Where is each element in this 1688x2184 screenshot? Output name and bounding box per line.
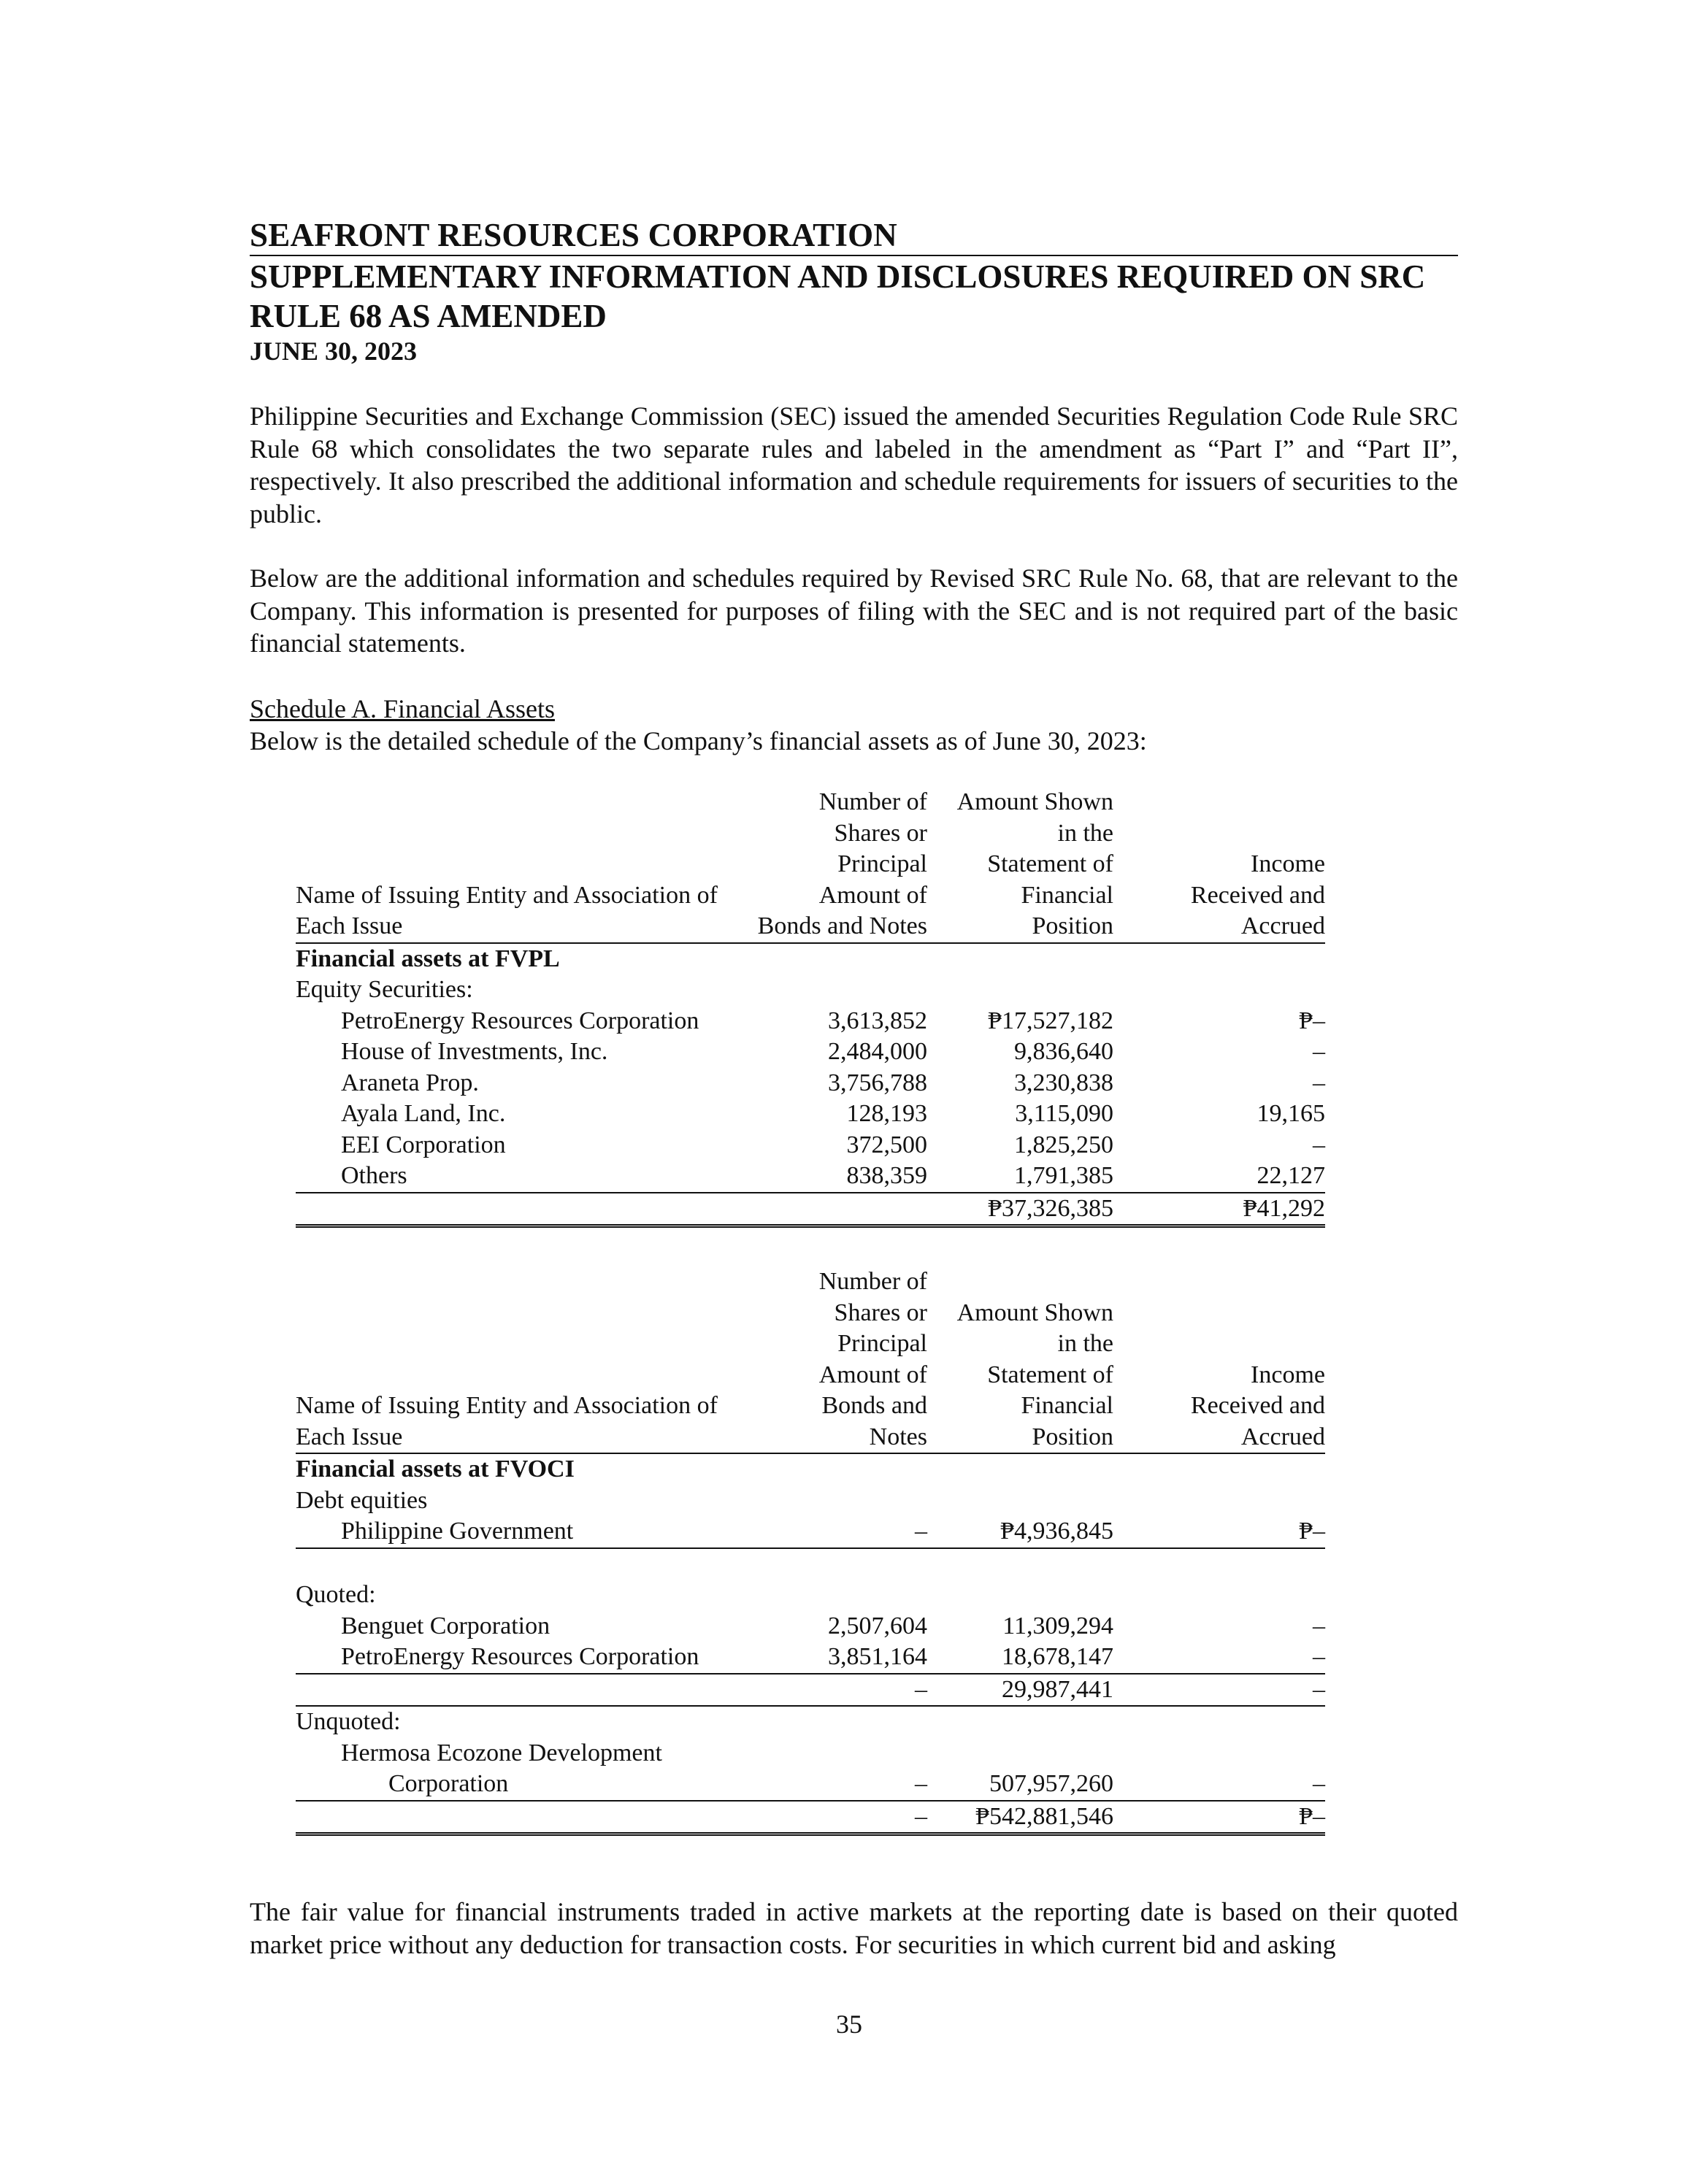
page-number: 35	[836, 2010, 862, 2039]
income-value: 19,165	[1257, 1100, 1325, 1127]
entity-name: House of Investments, Inc.	[341, 1038, 608, 1065]
shares-value: 2,507,604	[828, 1612, 927, 1639]
entity-name: PetroEnergy Resources Corporation	[341, 1007, 699, 1034]
table-row	[296, 1161, 1325, 1193]
header-amount: Statement of	[987, 1361, 1113, 1388]
header-shares: Bonds and	[821, 1392, 927, 1419]
table-row	[296, 1006, 1325, 1037]
total-income: ₱–	[1113, 1801, 1325, 1834]
table-row	[296, 1611, 1325, 1642]
table-row	[296, 1130, 1325, 1161]
header-income: Accrued	[1113, 1422, 1325, 1454]
table-row	[296, 1037, 1325, 1068]
header-amount: Amount Shown	[956, 788, 1113, 815]
total-amount: ₱37,326,385	[927, 1193, 1113, 1226]
header-shares: Principal	[837, 850, 927, 877]
header-name: Each Issue	[296, 911, 748, 943]
shares-value: –	[748, 1516, 927, 1548]
intro-paragraph-1	[250, 400, 1458, 530]
subtotal-shares: –	[748, 1674, 927, 1707]
income-value: –	[1113, 1769, 1325, 1801]
schedule-title: Schedule A. Financial Assets	[250, 694, 555, 723]
header-income: Income	[1251, 850, 1325, 877]
intro-paragraph-2	[250, 562, 1458, 660]
entity-name: PetroEnergy Resources Corporation	[296, 1642, 748, 1674]
header-shares: Amount of	[818, 881, 927, 909]
subtotal-row	[296, 1674, 1325, 1707]
amount-value: 3,230,838	[1014, 1069, 1113, 1096]
shares-value: 3,851,164	[748, 1642, 927, 1674]
intro-text-1: Philippine Securities and Exchange Commission (SEC) issued the amended Securities Regulation Code Rule SRC Rule 68 which consolidates the two separate rules and labeled in the amendment as “Part I” and “Part II”, respectively. It also prescribed the additional information and schedule requirements for issuers of securities to the public.	[250, 401, 1458, 528]
total-income: ₱41,292	[1113, 1193, 1325, 1226]
amount-value: 9,836,640	[1014, 1038, 1113, 1065]
shares-value: 128,193	[846, 1100, 927, 1127]
entity-name: Corporation	[296, 1769, 748, 1801]
total-row	[296, 1801, 1325, 1834]
subsection-heading: Equity Securities:	[296, 976, 473, 1003]
shares-value: 2,484,000	[828, 1038, 927, 1065]
section-heading: Financial assets at FVOCI	[296, 1456, 575, 1483]
header-shares: Number of	[818, 1268, 927, 1295]
total-amount: ₱542,881,546	[927, 1801, 1113, 1834]
document-subtitle: SUPPLEMENTARY INFORMATION AND DISCLOSURES REQUIRED ON SRC RULE 68 AS AMENDED	[250, 258, 1426, 334]
shares-value: 372,500	[846, 1131, 927, 1158]
subsection-heading: Quoted:	[296, 1581, 376, 1608]
income-value: ₱–	[1299, 1007, 1325, 1034]
header-shares: Bonds and Notes	[748, 911, 927, 943]
header-amount: Amount Shown	[956, 1299, 1113, 1326]
header-amount: Position	[927, 1422, 1113, 1454]
header-amount: Position	[927, 911, 1113, 943]
document-date: JUNE 30, 2023	[250, 337, 418, 366]
section-heading: Financial assets at FVPL	[296, 945, 560, 972]
shares-value: 3,756,788	[828, 1069, 927, 1096]
company-name: SEAFRONT RESOURCES CORPORATION	[250, 217, 897, 253]
shares-value: 3,613,852	[828, 1007, 927, 1034]
income-value: –	[1313, 1069, 1325, 1096]
subtotal-income: –	[1113, 1674, 1325, 1707]
amount-value: 507,957,260	[927, 1769, 1113, 1801]
amount-value: 3,115,090	[1015, 1100, 1113, 1127]
header-amount: Statement of	[987, 850, 1113, 877]
header-rule	[250, 255, 1458, 256]
income-value: –	[1113, 1642, 1325, 1674]
total-shares: –	[748, 1801, 927, 1834]
income-value: 22,127	[1113, 1161, 1325, 1193]
entity-name: Philippine Government	[296, 1516, 748, 1548]
schedule-intro: Below is the detailed schedule of the Company’s financial assets as of June 30, 2023:	[250, 726, 1147, 755]
fvpl-table	[296, 787, 1325, 1228]
amount-value: ₱4,936,845	[927, 1516, 1113, 1548]
intro-text-2: Below are the additional information and schedules required by Revised SRC Rule No. 68, that are relevant to the Company. This information is presented for purposes of filing with the SEC and is not required part of the basic financial statements.	[250, 564, 1458, 658]
table-row	[296, 1068, 1325, 1099]
header-shares: Shares or	[834, 819, 927, 847]
amount-value: 11,309,294	[1002, 1612, 1113, 1639]
header-amount: Financial	[1021, 1392, 1113, 1419]
header-amount: Financial	[1021, 881, 1113, 909]
entity-name: EEI Corporation	[341, 1131, 506, 1158]
header-shares: Shares or	[834, 1299, 927, 1326]
header-shares: Number of	[818, 788, 927, 815]
header-shares: Principal	[837, 1330, 927, 1357]
shares-value: –	[748, 1769, 927, 1801]
header-amount: in the	[1057, 819, 1113, 847]
header-income: Income	[1251, 1361, 1325, 1388]
income-value: –	[1313, 1038, 1325, 1065]
subsection-heading: Debt equities	[296, 1486, 428, 1514]
header-amount: in the	[1057, 1330, 1113, 1357]
header-income: Received and	[1190, 881, 1325, 909]
header-name: Name of Issuing Entity and Association of	[296, 1392, 718, 1419]
table-row	[296, 1099, 1325, 1130]
amount-value: 18,678,147	[927, 1642, 1113, 1674]
shares-value: 838,359	[748, 1161, 927, 1193]
amount-value: 1,791,385	[927, 1161, 1113, 1193]
income-value: –	[1313, 1131, 1325, 1158]
entity-name: Others	[296, 1161, 748, 1193]
fvoci-table	[296, 1266, 1325, 1836]
income-value: –	[1313, 1612, 1325, 1639]
entity-name: Ayala Land, Inc.	[341, 1100, 506, 1127]
subtotal-amount: 29,987,441	[927, 1674, 1113, 1707]
amount-value: 1,825,250	[1014, 1131, 1113, 1158]
header-income: Accrued	[1113, 911, 1325, 943]
header-name: Each Issue	[296, 1422, 748, 1454]
entity-name: Benguet Corporation	[341, 1612, 550, 1639]
entity-name: Araneta Prop.	[341, 1069, 479, 1096]
header-name: Name of Issuing Entity and Association of	[296, 881, 718, 909]
entity-name: Hermosa Ecozone Development	[341, 1739, 662, 1766]
income-value: ₱–	[1113, 1516, 1325, 1548]
amount-value: ₱17,527,182	[988, 1007, 1113, 1034]
header-income: Received and	[1190, 1392, 1325, 1419]
header-shares: Amount of	[818, 1361, 927, 1388]
table-row	[296, 1516, 1325, 1548]
header-shares: Notes	[748, 1422, 927, 1454]
total-row	[296, 1193, 1325, 1226]
subsection-heading: Unquoted:	[296, 1708, 401, 1735]
closing-paragraph: The fair value for financial instruments traded in active markets at the reporting date is based on their quoted market price without any deduction for transaction costs. For securities in which current bid and asking	[250, 1897, 1458, 1959]
table-row	[296, 1642, 1325, 1674]
table-row	[296, 1769, 1325, 1801]
